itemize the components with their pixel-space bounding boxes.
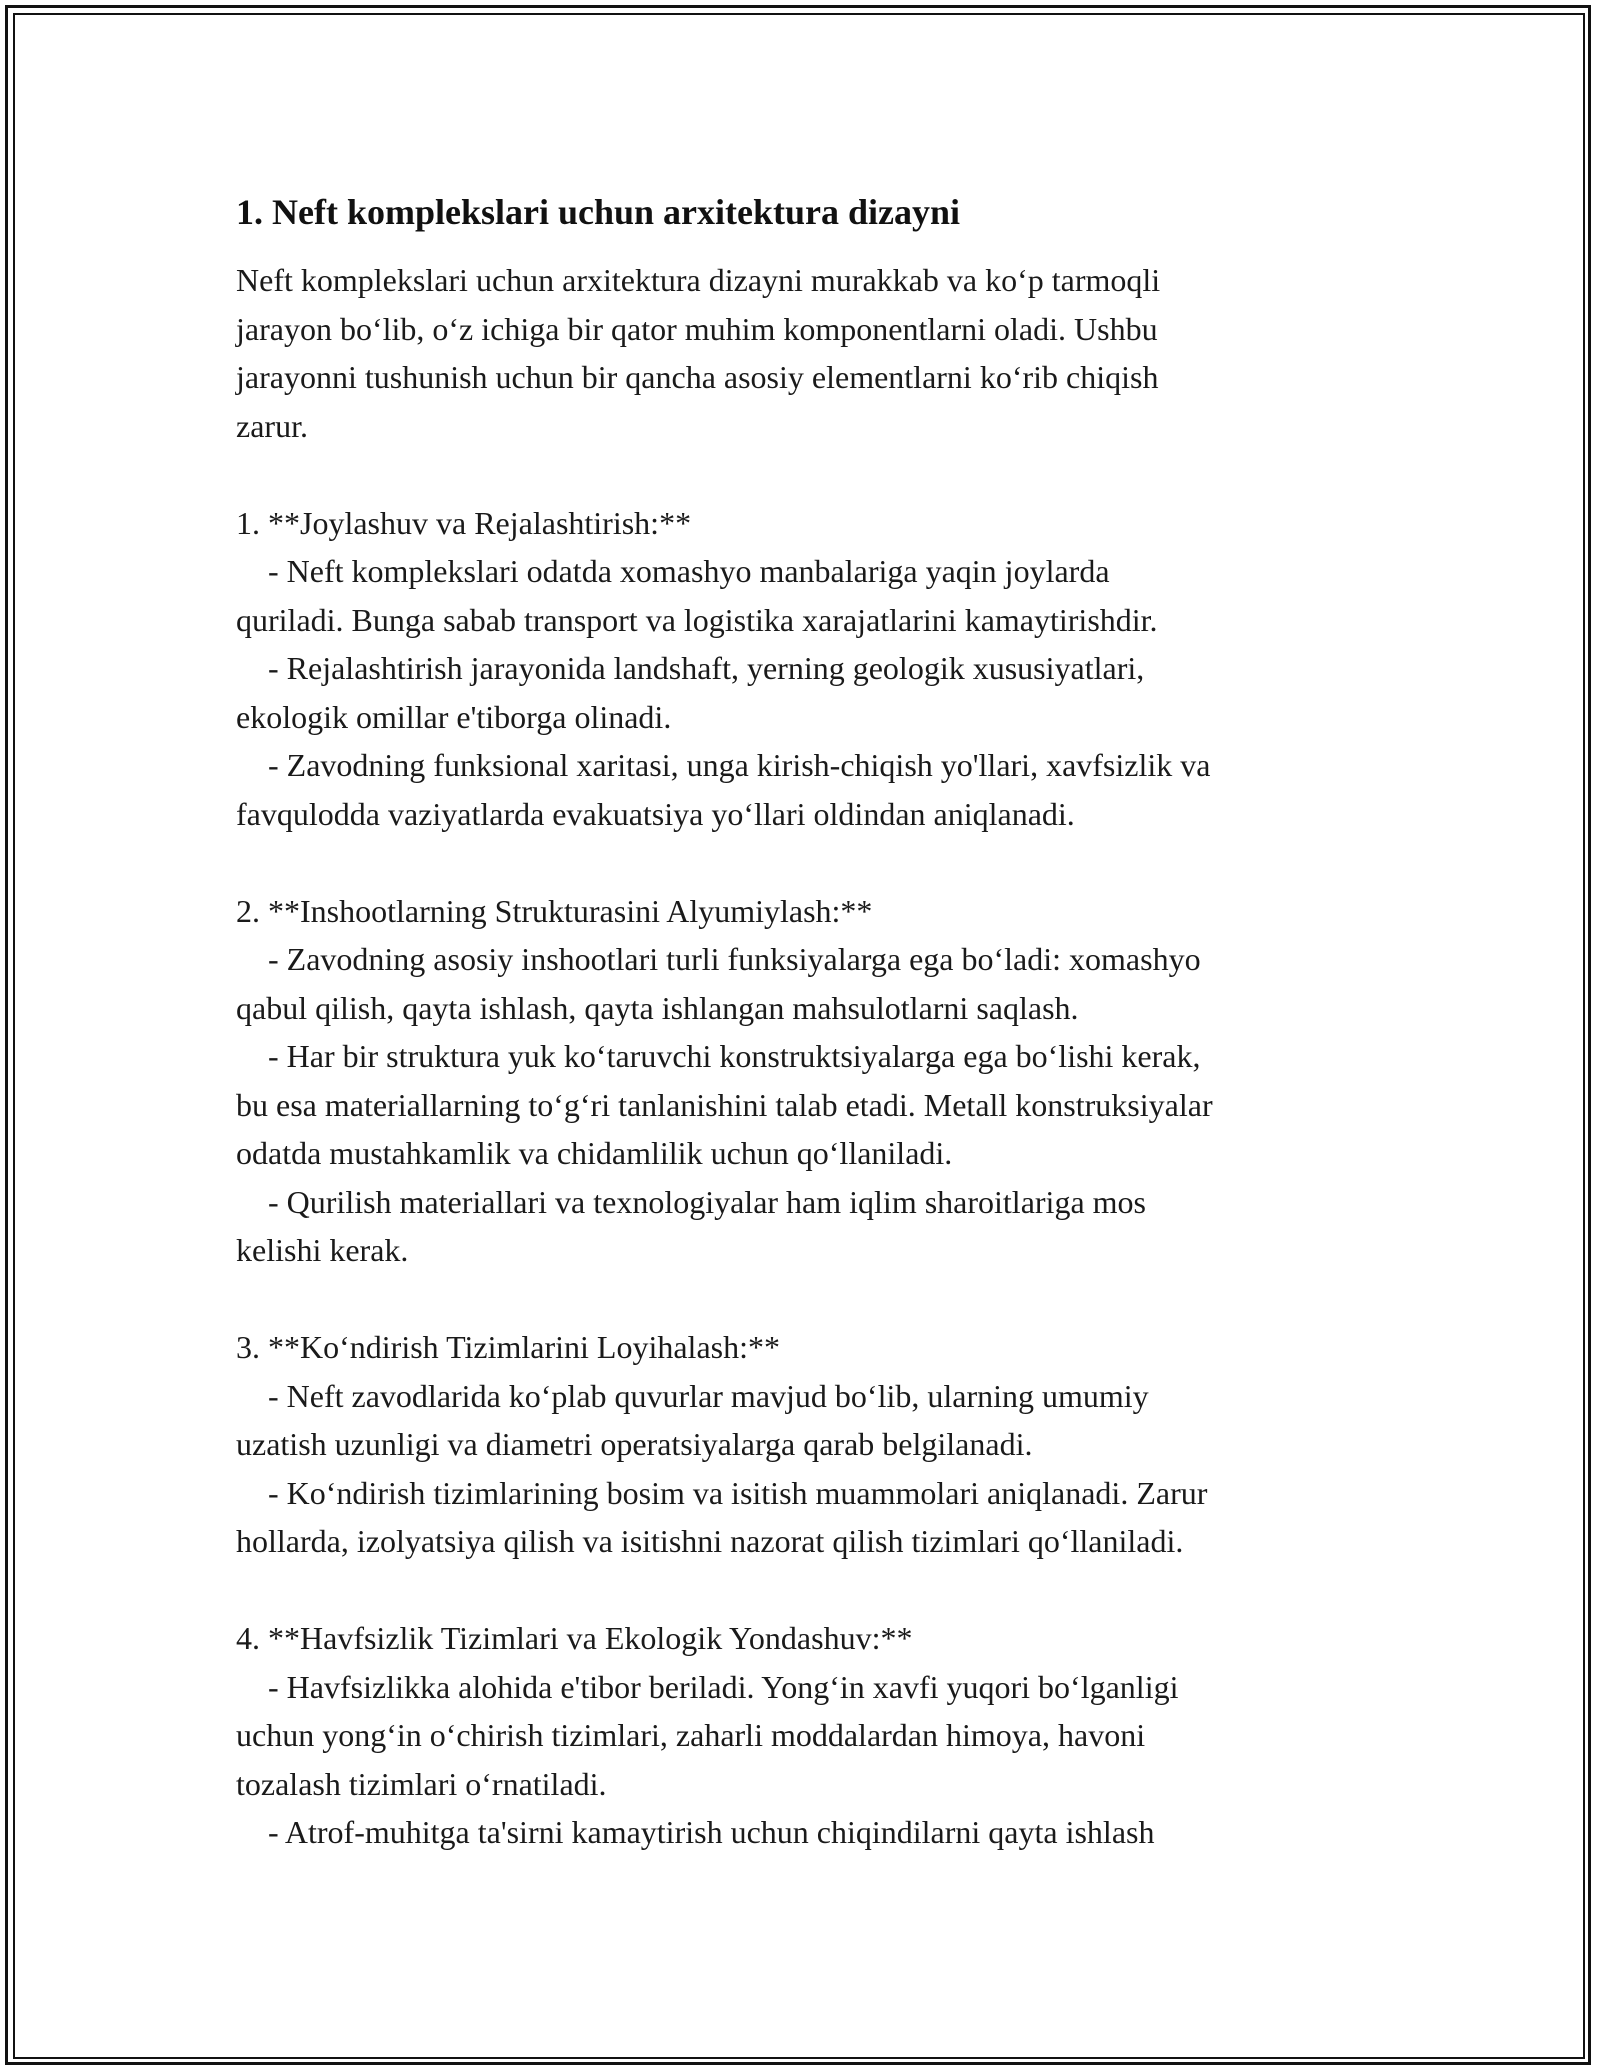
blank-line bbox=[236, 1275, 1376, 1324]
text-line: 2. **Inshootlarning Strukturasini Alyumiylash:** bbox=[236, 892, 873, 929]
text-line: - Zavodning asosiy inshootlari turli funksiyalarga ega bo‘ladi: xomashyo bbox=[236, 941, 1201, 977]
text-line: favqulodda vaziyatlarda evakuatsiya yo‘llari oldindan aniqlanadi. bbox=[236, 795, 1075, 832]
text-line: quriladi. Bunga sabab transport va logistika xarajatlarini kamaytirishdir. bbox=[236, 601, 1158, 638]
text-line: - Qurilish materiallari va texnologiyalar ham iqlim sharoitlariga mos bbox=[236, 1183, 1146, 1220]
text-line: uchun yong‘in o‘chirish tizimlari, zaharli moddalardan himoya, havoni bbox=[236, 1717, 1146, 1753]
blank-line bbox=[236, 1566, 1376, 1615]
blank-line bbox=[236, 838, 1376, 887]
text-line: hollarda, izolyatsiya qilish va isitishni nazorat qilish tizimlari qo‘llaniladi. bbox=[236, 1523, 1184, 1559]
text-line: zarur. bbox=[236, 407, 308, 444]
text-line: 4. **Havfsizlik Tizimlari va Ekologik Yondashuv:** bbox=[236, 1620, 913, 1656]
text-line: - Har bir struktura yuk ko‘taruvchi konstruktsiyalarga ega bo‘lishi kerak, bbox=[236, 1038, 1201, 1074]
text-line: jarayon bo‘lib, o‘z ichiga bir qator muhim komponentlarni oladi. Ushbu bbox=[236, 310, 1158, 347]
text-line: tozalash tizimlari o‘rnatiladi. bbox=[236, 1765, 607, 1802]
text-line: 1. **Joylashuv va Rejalashtirish:** bbox=[236, 504, 692, 541]
document-body bbox=[236, 256, 1376, 1857]
text-line: - Havfsizlikka alohida e'tibor beriladi. Yong‘in xavfi yuqori bo‘lganligi bbox=[236, 1668, 1179, 1705]
text-line: uzatish uzunligi va diametri operatsiyalarga qarab belgilanadi. bbox=[236, 1426, 1033, 1462]
text-line: ekologik omillar e'tiborga olinadi. bbox=[236, 698, 672, 735]
text-line: - Rejalashtirish jarayonida landshaft, yerning geologik xususiyatlari, bbox=[236, 650, 1145, 686]
text-line: 3. **Ko‘ndirish Tizimlarini Loyihalash:** bbox=[236, 1329, 780, 1365]
text-line: - Ko‘ndirish tizimlarining bosim va isitish muammolari aniqlanadi. Zarur bbox=[236, 1474, 1208, 1511]
text-line: bu esa materiallarning to‘g‘ri tanlanishini talab etadi. Metall konstruksiyalar bbox=[236, 1086, 1213, 1123]
text-line: - Neft zavodlarida ko‘plab quvurlar mavjud bo‘lib, ularning umumiy bbox=[236, 1377, 1149, 1414]
text-line: odatda mustahkamlik va chidamlilik uchun qo‘llaniladi. bbox=[236, 1135, 953, 1171]
text-line: - Neft komplekslari odatda xomashyo manbalariga yaqin joylarda bbox=[236, 553, 1110, 589]
text-line: jarayonni tushunish uchun bir qancha asosiy elementlarni ko‘rib chiqish bbox=[236, 359, 1159, 395]
text-line: Neft komplekslari uchun arxitektura dizayni murakkab va ko‘p tarmoqli bbox=[236, 262, 1161, 298]
text-line: qabul qilish, qayta ishlash, qayta ishlangan mahsulotlarni saqlash. bbox=[236, 989, 1079, 1026]
section-heading: 1. Neft komplekslari uchun arxitektura dizayni bbox=[236, 192, 961, 232]
text-line: - Atrof-muhitga ta'sirni kamaytirish uchun chiqindilarni qayta ishlash bbox=[236, 1814, 1155, 1850]
document-page bbox=[236, 188, 1376, 1857]
blank-line bbox=[236, 450, 1376, 499]
text-line: - Zavodning funksional xaritasi, unga kirish-chiqish yo'llari, xavfsizlik va bbox=[236, 747, 1211, 783]
text-line: kelishi kerak. bbox=[236, 1232, 409, 1268]
